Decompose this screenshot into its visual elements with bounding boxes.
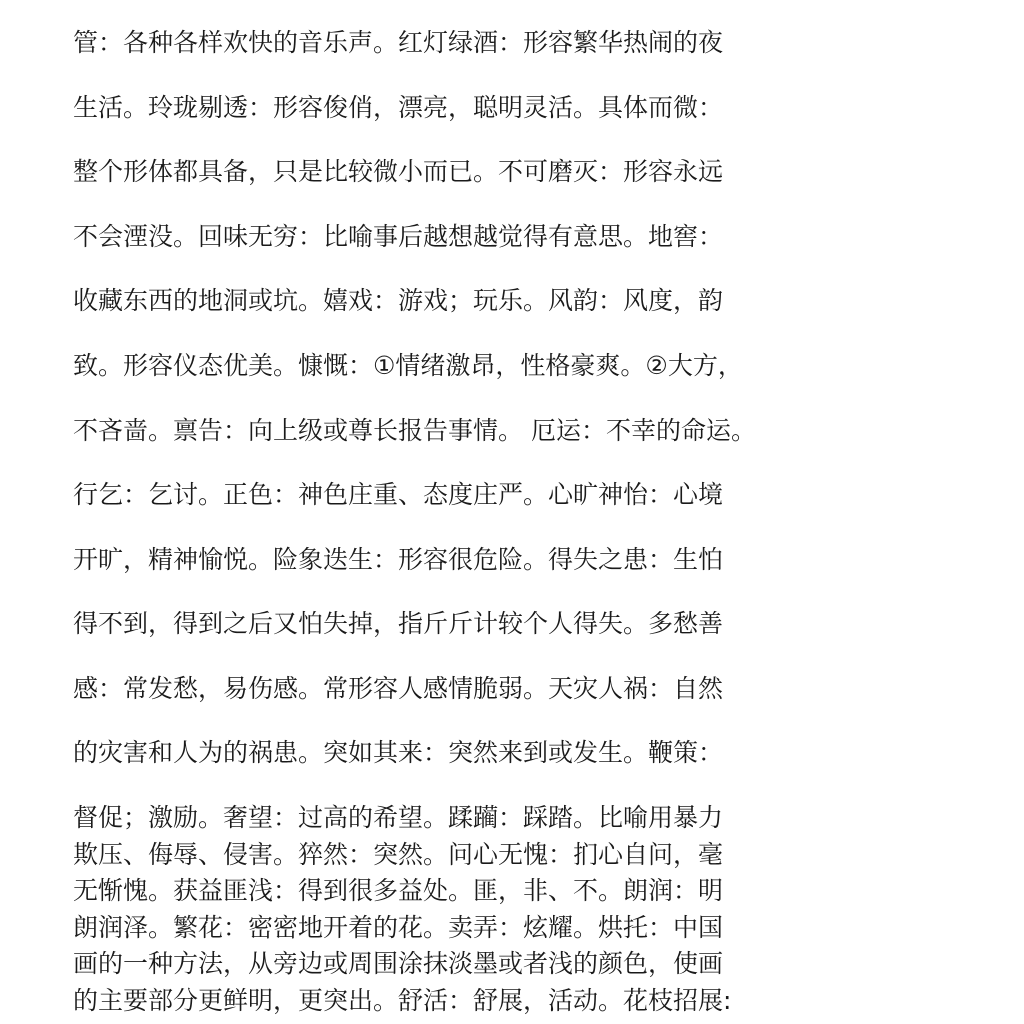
text-line: 收藏东西的地洞或坑。嬉戏：游戏；玩乐。风韵：风度，韵 — [73, 286, 724, 315]
text-line: 感：常发愁，易伤感。常形容人感情脆弱。天灾人祸：自然 — [73, 674, 724, 703]
text-line: 不会湮没。回味无穷：比喻事后越想越觉得有意思。地窖： — [73, 222, 724, 251]
text-line: 行乞：乞讨。正色：神色庄重、态度庄严。心旷神怡：心境 — [73, 480, 724, 509]
text-line: 不吝啬。禀告：向上级或尊长报告事情。 厄运：不幸的命运。 — [73, 416, 756, 445]
text-line: 朗润泽。繁花：密密地开着的花。卖弄：炫耀。烘托：中国 — [73, 913, 724, 942]
text-line: 致。形容仪态优美。慷慨：①情绪激昂，性格豪爽。②大方， — [73, 351, 743, 380]
text-line: 生活。玲珑剔透：形容俊俏，漂亮，聪明灵活。具体而微： — [73, 93, 724, 122]
text-line: 的灾害和人为的祸患。突如其来：突然来到或发生。鞭策： — [73, 738, 724, 767]
text-line: 开旷，精神愉悦。险象迭生：形容很危险。得失之患：生怕 — [73, 545, 724, 574]
text-line: 整个形体都具备，只是比较微小而已。不可磨灭：形容永远 — [73, 157, 724, 186]
text-line: 画的一种方法，从旁边或周围涂抹淡墨或者浅的颜色，使画 — [73, 949, 724, 978]
text-line: 管：各种各样欢快的音乐声。红灯绿酒：形容繁华热闹的夜 — [73, 28, 724, 57]
text-line: 得不到，得到之后又怕失掉，指斤斤计较个人得失。多愁善 — [73, 609, 724, 638]
text-line: 督促；激励。奢望：过高的希望。蹂躏：踩踏。比喻用暴力 — [73, 803, 724, 832]
text-line: 欺压、侮辱、侵害。猝然：突然。问心无愧：扪心自问，毫 — [73, 840, 724, 869]
text-line: 无惭愧。获益匪浅：得到很多益处。匪，非、不。朗润：明 — [73, 876, 724, 905]
text-line: 的主要部分更鲜明，更突出。舒活：舒展，活动。花枝招展: — [73, 986, 732, 1015]
